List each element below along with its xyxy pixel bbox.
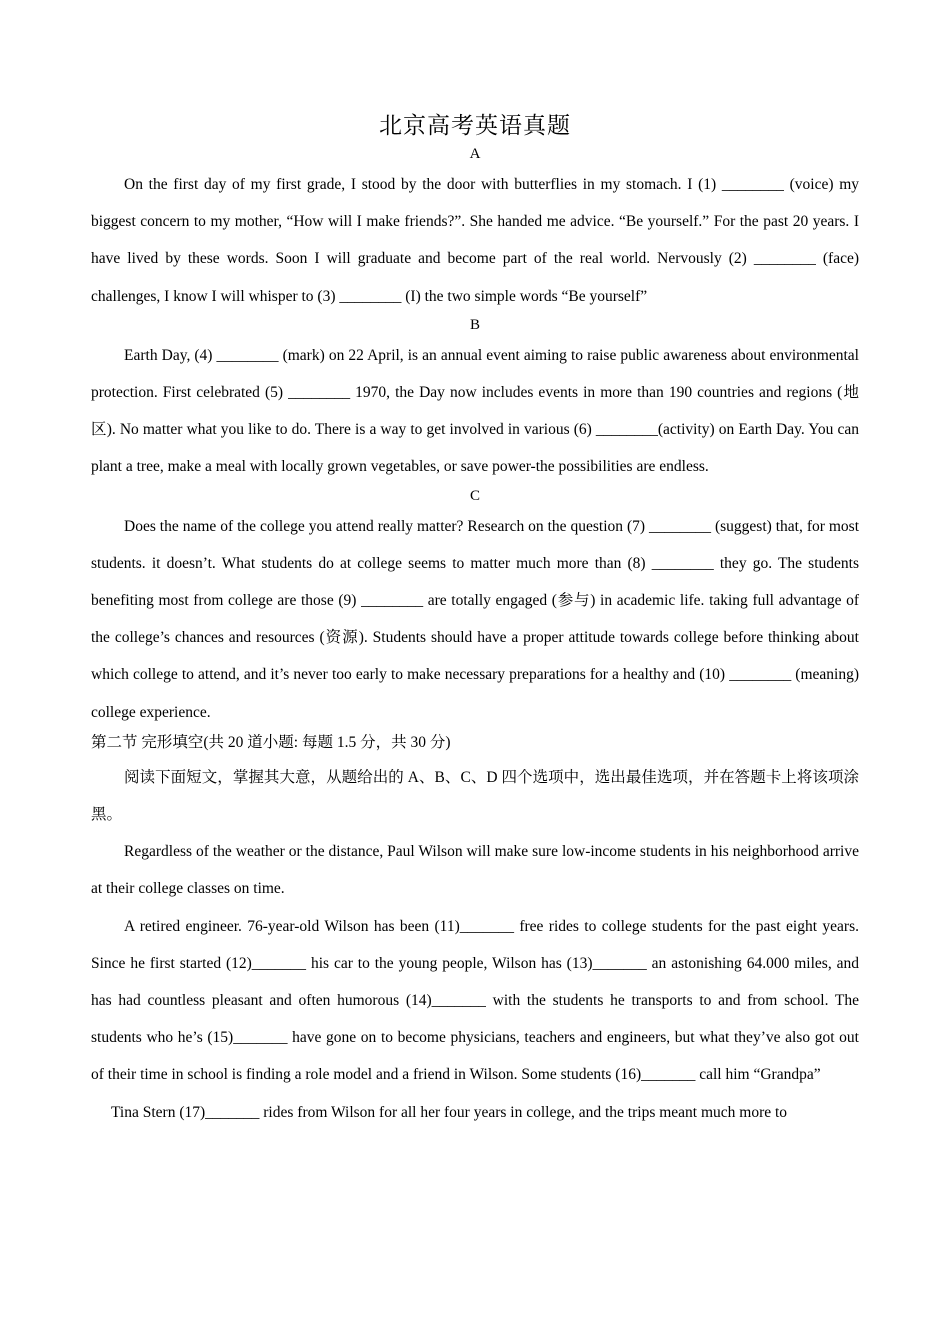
- passage-c-paragraph: Does the name of the college you attend really matter? Research on the question (7) ________ (suggest) that, for most students. it doesn’t. What students do at college seems to matter much more than (8) ________ they go. The students benefiting most from college are those (9) ________ are totally engaged (参与) in academic life. taking full advantage of the college’s chances and resources (资源). Students should have a proper attitude towards college before thinking about which college to attend, and it’s never too early to make necessary preparations for a healthy and (10) ________ (meaning) college experience.: [91, 517, 859, 721]
- cloze-paragraph-1: Regardless of the weather or the distance, Paul Wilson will make sure low-income students in his neighborhood arrive at their college classes on time.: [91, 843, 859, 898]
- part2-heading: 第二节 完形填空(共 20 道小题: 每题 1.5 分，共 30 分): [91, 733, 451, 751]
- cloze-paragraph-2: A retired engineer. 76-year-old Wilson has been (11)_______ free rides to college students for the past eight years. Since he first started (12)_______ his car to the young people, Wilson has (13)_______ an astonishing 64.000 miles, and has had countless pleasant and often humorous (14)_______ with the students he transports to and from school. The students who he’s (15)_______ have gone on to become physicians, teachers and engineers, but what they’ve also got out of their time in school is finding a role model and a friend in Wilson. Some students (16)_______ call him “Grandpa”: [91, 917, 859, 1084]
- part2-instruction: 阅读下面短文，掌握其大意，从题给出的 A、B、C、D 四个选项中，选出最佳选项，并在答题卡上将该项涂黑。: [91, 768, 859, 824]
- section-letter-a: A: [469, 146, 481, 162]
- section-letter-b: B: [469, 316, 480, 333]
- passage-a-paragraph: On the first day of my first grade, I stood by the door with butterflies in my stomach. I (1) ________ (voice) my biggest concern to my mother, “How will I make friends?”. She handed me advice. “Be yourself.” For the past 20 years. I have lived by these words. Soon I will graduate and become part of the real world. Nervously (2) ________ (face) challenges, I know I will whisper to (3) ________ (I) the two simple words “Be yourself”: [91, 176, 859, 305]
- exam-page: [91, 108, 859, 1131]
- page-title: 北京高考英语真题: [379, 113, 571, 138]
- cloze-paragraph-3: Tina Stern (17)_______ rides from Wilson for all her four years in college, and the trips meant much more to: [111, 1103, 788, 1121]
- section-letter-c: C: [469, 487, 480, 504]
- passage-b-paragraph: Earth Day, (4) ________ (mark) on 22 April, is an annual event aiming to raise public awareness about environmental protection. First celebrated (5) ________ 1970, the Day now includes events in more than 190 countries and regions (地区). No matter what you like to do. There is a way to get involved in various (6) ________(activity) on Earth Day. You can plant a tree, make a meal with locally grown vegetables, or save power-the possibilities are endless.: [91, 346, 859, 476]
